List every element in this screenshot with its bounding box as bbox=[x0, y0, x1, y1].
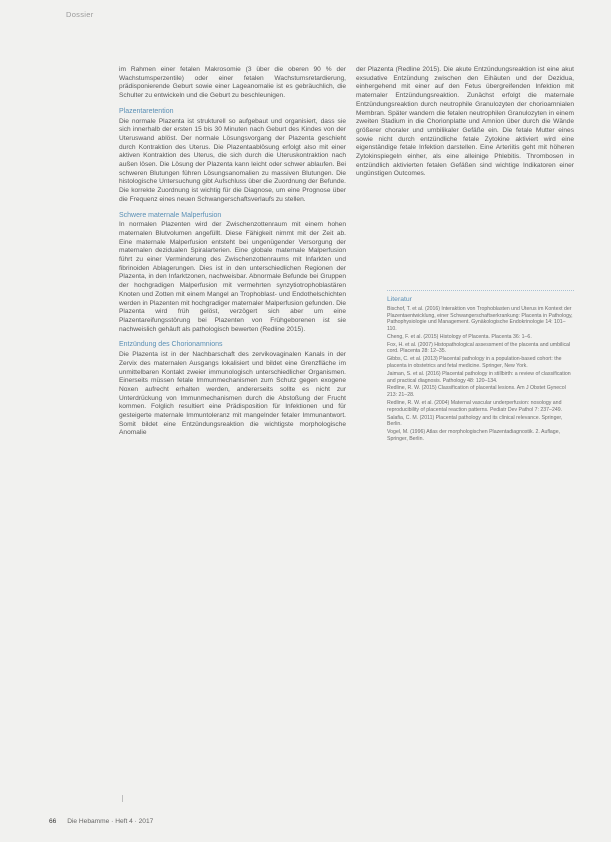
reference-entry: Gibbs, C. et al. (2013) Placental pathology in a population-based cohort: the placenta in obstetrics and fetal medicine. Springer, New York. bbox=[387, 356, 562, 369]
heading-chorionamnion: Entzündung des Chorionamnions bbox=[119, 341, 223, 349]
paragraph-malperfusion: In normalen Plazenten wird der Zwischenzottenraum mit einem hohen maternalen Blutvolumen angefüllt. Diese Fähigkeit nimmt mit der Zeit ab. Eine maternale Malperfusion entsteht bei ungenügender Versorgung der maternalen dezidualen Spiralarterien. Eine globale maternale Malperfusion führt zu einer Verminderung des Zwischenzottenraums mit Infarkten und fibrinoiden Ablagerungen. Dies ist in den unterschiedlichen Regionen der Plazenta, in den Infarktzonen, nachweisbar. Abnormale Befunde bei Gruppen der hochgradigen Malperfusion mit vermehrten synzytiotrophoblastären Knoten und Zotten mit einem Mangel an Trophoblast- und Endothelschichten werden in Plazenten mit hochgradiger maternaler Malperfusion gefunden. Die Plazenta wird früh gelöst, verzögert sich aber um eine Plazentareifungsstörung bei Plazenten von Frühgeborenen ist sie nachweislich gehäuft als pathologisch bewerten (Redline 2015). bbox=[119, 221, 346, 333]
references-list bbox=[387, 306, 574, 442]
left-column bbox=[119, 66, 346, 438]
paragraph-plazentaretention: Die normale Plazenta ist strukturell so aufgebaut und organisiert, dass sie sich innerhalb der ersten 15 bis 30 Minuten nach Geburt des Kindes von der Uteruswand ablöst. Der normale Lösungsvorgang der Plazenta geschieht durch Kontraktion des Uterus. Die Plazentaablösung erfolgt also mit einer aktiven Kontraktion des Uterus, die sich durch die Uteruskontraktion nach außen lösen. Die Lösung der Plazenta kann leicht oder schwer ablaufen. Bei schweren Blutungen führen Lösungsanomalien zu massiven Blutungen. Die histologische Untersuchung gibt Aufschluss über die Zuordnung der Befunde. Die korrekte Zuordnung ist wichtig für die Diagnose, um eine Prognose über die Frequenz eines neuen Schwangerschaftsverlaufs zu stellen. bbox=[119, 117, 346, 203]
reference-entry: Salafia, C. M. (2011) Placental pathology and its clinical relevance. Springer, Berlin. bbox=[387, 414, 563, 428]
right-column bbox=[356, 66, 574, 179]
references-title: Literatur bbox=[387, 296, 412, 303]
intro-paragraph: im Rahmen einer fetalen Makrosomie (3 über die oberen 90 % der Wachstumsperzentile) oder einer fetalen Wachstumsretardierung, prädisponierende Geburt sowie einer Lageanomalie ist es gebräuchlich, die Schulter zu entwickeln und die Geburt zu beschleunigen. bbox=[119, 66, 346, 100]
reference-entry: Bischof, T. et al. (2016) Interaktion von Trophoblasten und Uterus im Kontext der Plazentaentwicklung, einer Schwangerschaftserkrankung: Placenta in Pathology, Pathophysiologie und Management. Gynäkologische Endokrinologie 14: 101–110. bbox=[387, 306, 573, 332]
reference-entry: Vogel, M. (1996) Atlas der morphologischen Plazentadiagnostik. 2. Auflage, Springer, Berlin. bbox=[387, 429, 561, 442]
references-box bbox=[387, 290, 574, 444]
reference-entry: Redline, R. W. (2015) Classification of placental lesions. Am J Obstet Gynecol 213: 21–28. bbox=[387, 385, 566, 399]
journal-info: Die Hebamme · Heft 4 · 2017 bbox=[67, 818, 154, 825]
page-number: 66 bbox=[49, 818, 57, 825]
page-mark bbox=[122, 795, 123, 802]
reference-entry: Jaiman, S. et al. (2016) Placental pathology in stillbirth: a review of classification and practical diagnosis. Pathology 48: 120–134. bbox=[387, 370, 571, 384]
paragraph-chorionamnion: Die Plazenta ist in der Nachbarschaft des zervikovaginalen Kanals in der Zervix des maternalen Ausgangs lokalisiert und bildet eine Grenzfläche im unmittelbaren Kontakt zweier immunologisch unterschiedlicher Organismen. Einerseits müssen fetale Immunmechanismen zum Schutz gegen exogene Noxen aufrecht erhalten werden, andererseits sollte es nicht zur Unterdrückung von Immunmechanismen durch die Abstoßung der Frucht kommen. Folglich resultiert eine Prädisposition für Infektionen und für gesteigerte maternale Immuntoleranz mit mangelnder fetaler Immunantwort. Somit bildet eine Entzündungsreaktion die wichtigste morphologische Anomalie bbox=[119, 351, 346, 437]
section-label: Dossier bbox=[66, 10, 94, 19]
reference-entry: Redline, R. W. et al. (2004) Maternal vascular underperfusion: nosology and reproducibility of placental reaction patterns. Pediatr Dev Pathol 7: 237–249. bbox=[387, 400, 563, 413]
page-footer bbox=[49, 818, 153, 825]
heading-malperfusion: Schwere maternale Malperfusion bbox=[119, 211, 222, 219]
reference-entry: Fox, H. et al. (2007) Histopathological assessment of the placenta and umbilical cord. Placenta 28: 12–35. bbox=[387, 341, 571, 355]
paragraph-continuation: der Plazenta (Redline 2015). Die akute Entzündungsreaktion ist eine akut exsudative Entzündung zwischen den Eihäuten und der Dezidua, einhergehend mit einer auf den Fetus übergreifenden Infektion mit maternaler Entzündungsreaktion. Zunächst erfolgt die maternale Entzündungsreaktion durch neutrophile Granulozyten der chorioamnialen Membran. Später wandern die fetalen neutrophilen Granulozyten in einem zweiten Stadium in die Chorionplatte und Amnion über durch die Wände größerer choraler und umbilikaler Gefäße ein. Die fetale Mutter eines sowie nicht durch entzündliche fetale Zytokine aktiviert wird eine eigenständige fetale Infektion darstellen. Eine Arteriitis geht mit höheren Zytokinspiegeln einher, als eine alleinige Phlebitis. Thrombosen in entzündlich aktivierten fetalen Gefäßen sind wichtige Indikatoren einer ungünstigen Outcomes. bbox=[356, 66, 574, 178]
reference-entry: Cheng, F. et al. (2015) Histology of Placenta. Placenta 36: 1–6. bbox=[387, 333, 532, 340]
references-divider bbox=[387, 290, 574, 291]
heading-plazentaretention: Plazentaretention bbox=[119, 107, 174, 115]
